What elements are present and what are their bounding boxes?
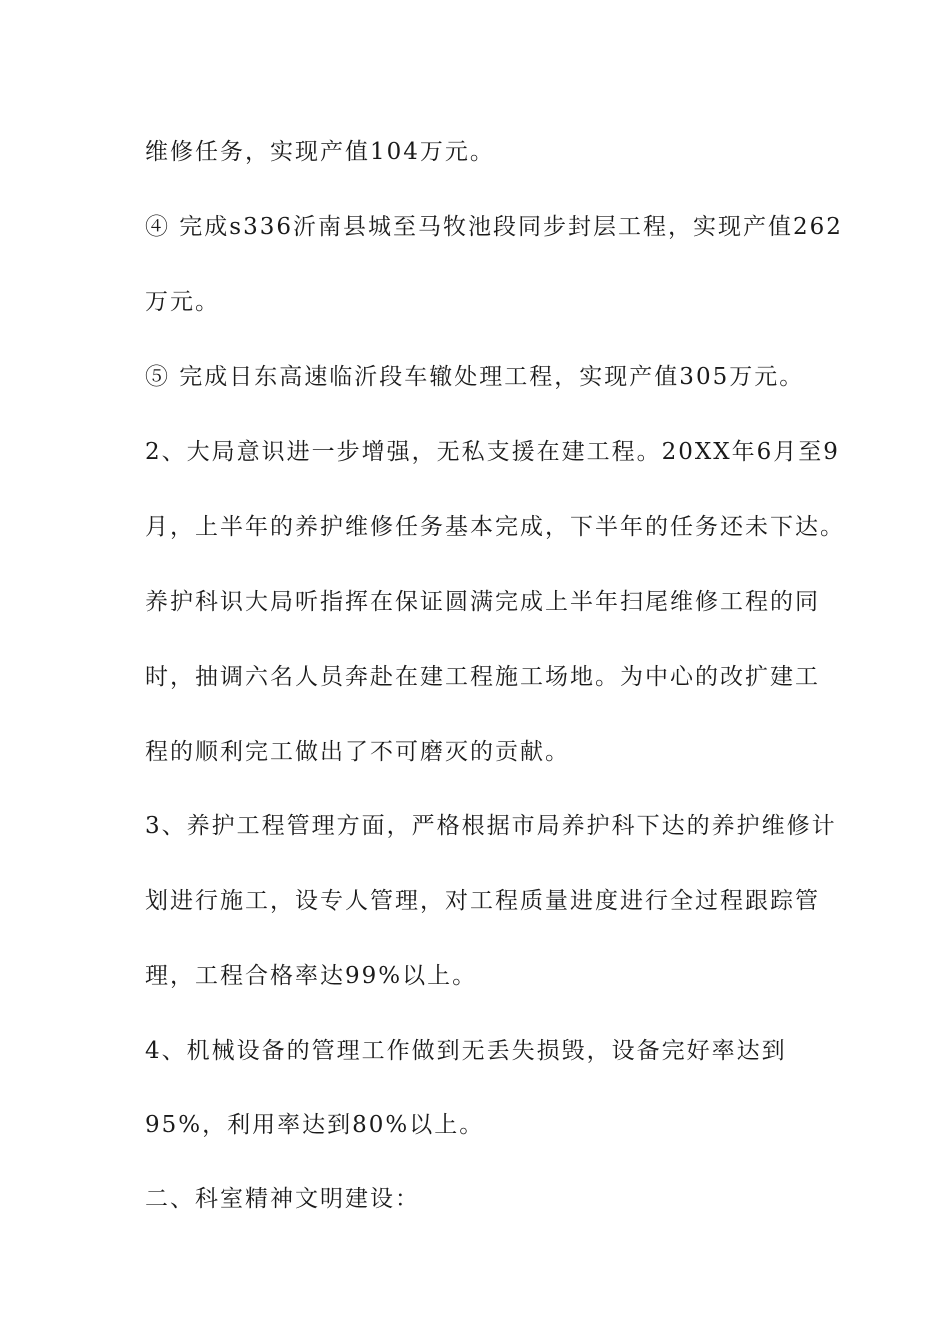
text-line: 理，工程合格率达99%以上。 (145, 963, 478, 989)
text-line: 月，上半年的养护维修任务基本完成，下半年的任务还未下达。 (145, 514, 845, 540)
text-line: 维修任务，实现产值104万元。 (145, 139, 495, 165)
text-line: 3、养护工程管理方面，严格根据市局养护科下达的养护维修计 (145, 813, 837, 839)
text-line: 2、大局意识进一步增强，无私支援在建工程。20XX年6月至9 (145, 439, 840, 465)
text-line: ④ 完成s336沂南县城至马牧池段同步封层工程，实现产值262 (145, 214, 843, 240)
text-line: 程的顺利完工做出了不可磨灭的贡献。 (145, 739, 570, 765)
text-line: 养护科识大局听指挥在保证圆满完成上半年扫尾维修工程的同 (145, 589, 820, 615)
section-heading: 二、科室精神文明建设： (145, 1186, 420, 1212)
text-line: 95%，利用率达到80%以上。 (145, 1112, 485, 1138)
text-line: 时，抽调六名人员奔赴在建工程施工场地。为中心的改扩建工 (145, 664, 820, 690)
text-line: 划进行施工，设专人管理，对工程质量进度进行全过程跟踪管 (145, 888, 820, 914)
text-line: ⑤ 完成日东高速临沂段车辙处理工程，实现产值305万元。 (145, 364, 805, 390)
text-line: 4、机械设备的管理工作做到无丢失损毁，设备完好率达到 (145, 1038, 787, 1064)
text-line: 万元。 (145, 289, 220, 315)
